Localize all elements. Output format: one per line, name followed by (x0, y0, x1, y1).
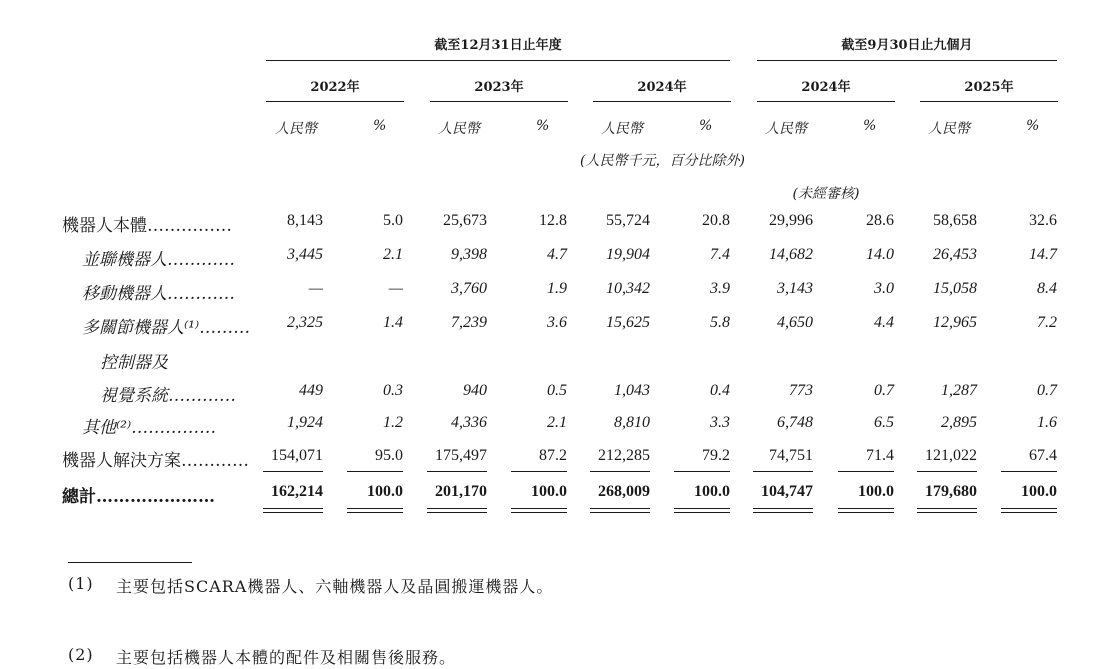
year-header-2025-nine-months: 2025年 (964, 80, 1014, 95)
cell-percent: 1.9 (547, 280, 567, 297)
group-header-annual: 截至12月31日止年度 (434, 38, 562, 53)
cell-amount: 3,445 (287, 246, 323, 263)
cell-amount: 175,497 (435, 447, 487, 464)
subtotal-underline (263, 471, 323, 472)
cell-amount: 154,071 (271, 447, 323, 464)
cell-amount: 8,143 (287, 212, 323, 229)
cell-percent: 4.7 (547, 246, 567, 263)
cell-amount: 104,747 (761, 483, 813, 500)
cell-percent: 0.3 (383, 382, 403, 399)
cell-amount: 121,022 (925, 447, 977, 464)
cell-amount: 10,342 (606, 280, 650, 297)
row-label: 總計………………… (62, 487, 215, 507)
cell-amount: 3,760 (451, 280, 487, 297)
cell-percent: 1.4 (383, 314, 403, 331)
row-label: 並聯機器人………… (82, 250, 235, 270)
total-double-underline (590, 508, 650, 513)
subtotal-underline (347, 471, 403, 472)
subtotal-underline (674, 471, 730, 472)
total-double-underline (917, 508, 977, 513)
year-rule (757, 101, 895, 102)
cell-amount: 12,965 (933, 314, 977, 331)
total-double-underline (1001, 508, 1057, 513)
total-double-underline (427, 508, 487, 513)
cell-amount: 19,904 (606, 246, 650, 263)
subtotal-underline (427, 471, 487, 472)
total-double-underline (753, 508, 813, 513)
cell-percent: 100.0 (531, 483, 567, 500)
subtotal-underline (917, 471, 977, 472)
cell-percent: 100.0 (858, 483, 894, 500)
cell-amount: 212,285 (598, 447, 650, 464)
row-label: 機器人本體…………… (62, 216, 232, 236)
cell-percent: 1.6 (1037, 414, 1057, 431)
year-rule (920, 101, 1058, 102)
cell-percent: 2.1 (547, 414, 567, 431)
year-rule (266, 101, 404, 102)
cell-percent: 100.0 (367, 483, 403, 500)
cell-amount: 3,143 (777, 280, 813, 297)
cell-percent: 5.8 (710, 314, 730, 331)
year-header-2024-nine-months: 2024年 (801, 80, 851, 95)
subtotal-underline (1001, 471, 1057, 472)
total-double-underline (674, 508, 730, 513)
unit-pct: % (863, 118, 877, 134)
row-label: 移動機器人………… (82, 284, 235, 304)
unit-pct: % (1026, 118, 1040, 134)
cell-amount: 449 (299, 382, 323, 399)
cell-amount: 7,239 (451, 314, 487, 331)
subtotal-underline (753, 471, 813, 472)
year-rule (593, 101, 731, 102)
cell-percent: 8.4 (1037, 280, 1057, 297)
cell-percent: 14.7 (1029, 246, 1057, 263)
cell-amount: 2,325 (287, 314, 323, 331)
cell-percent: 2.1 (383, 246, 403, 263)
cell-amount: 179,680 (925, 483, 977, 500)
cell-amount: 55,724 (606, 212, 650, 229)
year-header-2024: 2024年 (637, 80, 687, 95)
total-double-underline (511, 508, 567, 513)
cell-percent: 12.8 (539, 212, 567, 229)
cell-percent: 0.4 (710, 382, 730, 399)
year-header-2022: 2022年 (310, 80, 360, 95)
cell-amount: 940 (463, 382, 487, 399)
cell-percent: 87.2 (539, 447, 567, 464)
cell-amount: 74,751 (769, 447, 813, 464)
unit-rmb: 人民幣 (928, 121, 970, 137)
cell-percent: 71.4 (866, 447, 894, 464)
cell-amount: 15,625 (606, 314, 650, 331)
row-label: 控制器及 (100, 353, 168, 373)
cell-amount: 25,673 (443, 212, 487, 229)
unit-pct: % (373, 118, 387, 134)
group-rule-annual (266, 60, 730, 61)
cell-amount: 4,336 (451, 414, 487, 431)
footnote-1-number: (1) (68, 574, 94, 593)
total-double-underline (838, 508, 894, 513)
cell-amount: 15,058 (933, 280, 977, 297)
note-thousands: (人民幣千元，百分比除外) (580, 153, 745, 169)
cell-amount: 14,682 (769, 246, 813, 263)
group-header-nine-months: 截至9月30日止九個月 (841, 38, 973, 53)
cell-amount: 1,043 (614, 382, 650, 399)
cell-percent: 1.2 (383, 414, 403, 431)
cell-percent: 32.6 (1029, 212, 1057, 229)
cell-percent: 14.0 (866, 246, 894, 263)
cell-amount: 201,170 (435, 483, 487, 500)
cell-percent: 79.2 (702, 447, 730, 464)
cell-amount: 1,287 (941, 382, 977, 399)
cell-amount: 162,214 (271, 483, 323, 500)
note-unaudited: (未經審核) (792, 186, 860, 202)
subtotal-underline (511, 471, 567, 472)
subtotal-underline (838, 471, 894, 472)
group-rule-nine-months (757, 60, 1057, 61)
unit-pct: % (699, 118, 713, 134)
year-header-2023: 2023年 (474, 80, 524, 95)
cell-percent: 0.5 (547, 382, 567, 399)
cell-percent: 3.0 (874, 280, 894, 297)
cell-percent: 20.8 (702, 212, 730, 229)
cell-percent: 100.0 (694, 483, 730, 500)
cell-amount: 6,748 (777, 414, 813, 431)
year-rule (430, 101, 568, 102)
footnote-2-text: 主要包括機器人本體的配件及相關售後服務。 (116, 648, 457, 667)
cell-percent: 7.2 (1037, 314, 1057, 331)
cell-percent: 3.9 (710, 280, 730, 297)
cell-amount: 4,650 (777, 314, 813, 331)
cell-amount: — (308, 280, 323, 297)
cell-percent: 3.3 (710, 414, 730, 431)
cell-percent: 67.4 (1029, 447, 1057, 464)
cell-percent: 6.5 (874, 414, 894, 431)
footnote-1-text: 主要包括SCARA機器人、六軸機器人及晶圓搬運機器人。 (116, 577, 554, 596)
total-double-underline (263, 508, 323, 513)
unit-rmb: 人民幣 (765, 121, 807, 137)
cell-amount: 268,009 (598, 483, 650, 500)
row-label: 其他⁽²⁾…………… (82, 418, 217, 438)
cell-amount: 773 (789, 382, 813, 399)
cell-percent: 4.4 (874, 314, 894, 331)
footnote-2-number: (2) (68, 645, 94, 664)
subtotal-underline (590, 471, 650, 472)
cell-amount: 26,453 (933, 246, 977, 263)
cell-percent: 7.4 (710, 246, 730, 263)
unit-rmb: 人民幣 (601, 121, 643, 137)
cell-percent: 100.0 (1021, 483, 1057, 500)
unit-rmb: 人民幣 (275, 121, 317, 137)
cell-percent: — (388, 280, 403, 297)
total-double-underline (347, 508, 403, 513)
cell-amount: 8,810 (614, 414, 650, 431)
row-label: 機器人解決方案………… (62, 451, 249, 471)
unit-pct: % (536, 118, 550, 134)
row-label: 多關節機器人⁽¹⁾……… (82, 318, 251, 338)
cell-percent: 0.7 (874, 382, 894, 399)
cell-percent: 28.6 (866, 212, 894, 229)
cell-amount: 29,996 (769, 212, 813, 229)
cell-amount: 58,658 (933, 212, 977, 229)
cell-percent: 0.7 (1037, 382, 1057, 399)
cell-percent: 95.0 (375, 447, 403, 464)
cell-percent: 3.6 (547, 314, 567, 331)
cell-amount: 9,398 (451, 246, 487, 263)
cell-percent: 5.0 (383, 212, 403, 229)
row-label: 視覺系統………… (100, 386, 236, 406)
cell-amount: 2,895 (941, 414, 977, 431)
footnote-rule (68, 562, 192, 563)
cell-amount: 1,924 (287, 414, 323, 431)
unit-rmb: 人民幣 (438, 121, 480, 137)
